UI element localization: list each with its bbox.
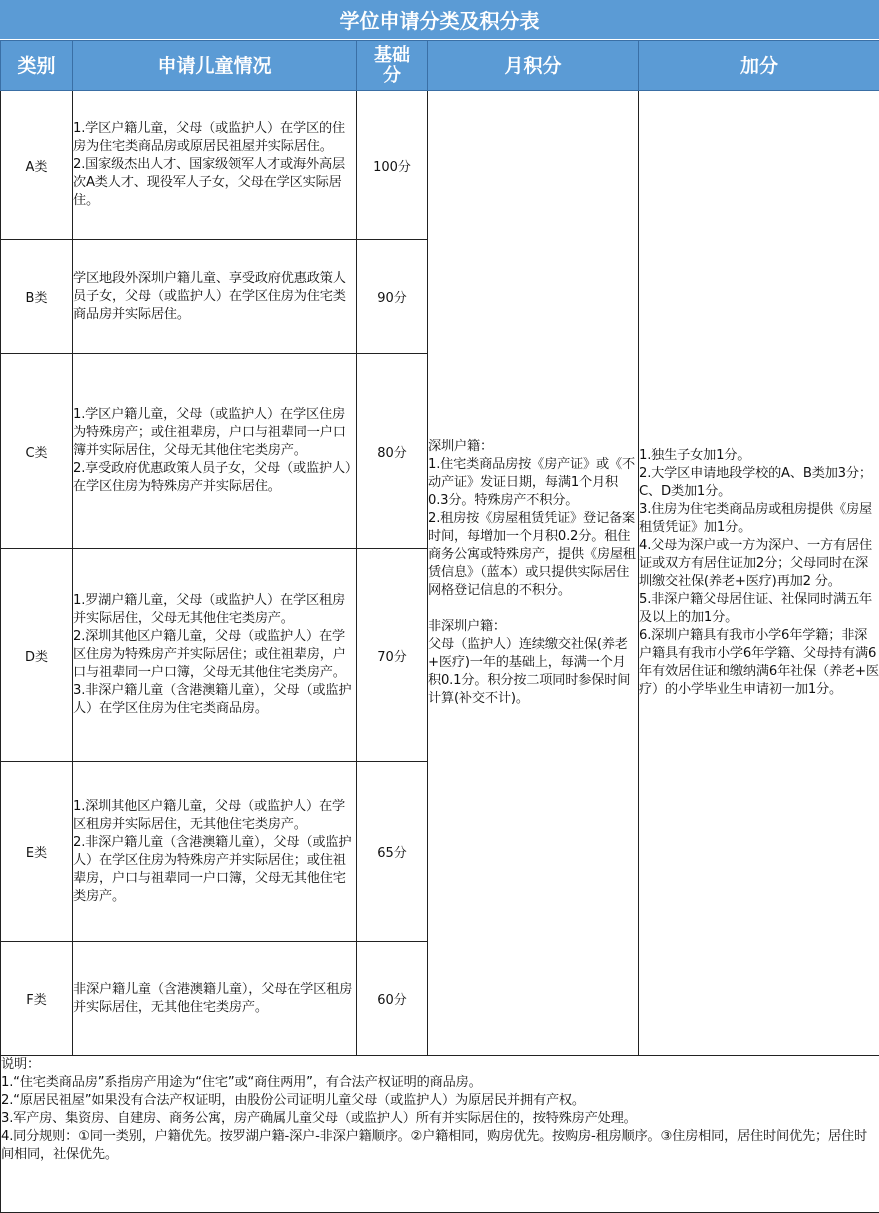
situation-cell: 1.深圳其他区户籍儿童，父母（或监护人）在学区租房并实际居住，无其他住宅类房产。 2.非深户籍儿童（含港澳籍儿童），父母（或监护人）在学区住房为特殊房产并实际居住；或住祖辈房，户口与祖辈同一户口簿，父母无其他住宅类房产。 <box>73 762 357 942</box>
header-bonus: 加分 <box>639 41 879 91</box>
notes-cell: 说明： 1.“住宅类商品房”系指房产用途为“住宅”或“商住两用”，有合法产权证明的商品房。 2.“原居民祖屋”如果没有合法产权证明，由股份公司证明儿童父母（或监护人）为原居民并拥有产权。 3.军产房、集资房、自建房、商务公寓，房产确属儿童父母（或监护人）所有并实际居住的，按特殊房产处理。 4.同分规则：①同一类别，户籍优先。按罗湖户籍-深户-非深户籍顺序。②户籍相同，购房优先。按购房-租房顺序。③住房相同，居住时间优先；居住时间相同，社保优先。 <box>1 1056 879 1213</box>
score-cell: 70分 <box>357 549 428 762</box>
header-base-score: 基础分 <box>357 41 428 91</box>
situation-cell: 1.学区户籍儿童，父母（或监护人）在学区的住房为住宅类商品房或原居民祖屋并实际居住。 2.国家级杰出人才、国家级领军人才或海外高层次A类人才、现役军人子女，父母在学区实际居住。 <box>73 91 357 240</box>
header-category: 类别 <box>1 41 73 91</box>
header-row <box>1 41 879 91</box>
bonus-score-cell: 1.独生子女加1分。 2.大学区申请地段学校的A、B类加3分；C、D类加1分。 3.住房为住宅类商品房或租房提供《房屋租赁凭证》加1分。 4.父母为深户或一方为深户、一方有居住证或双方有居住证加2分；父母同时在深圳缴交社保(养老+医疗)再加2 分。 5.非深户籍父母居住证、社保同时满五年及以上的加1分。 6.深圳户籍具有我市小学6年学籍；非深户籍具有我市小学6年学籍、父母持有满6年有效居住证和缴纳满6年社保（养老+医疗）的小学毕业生申请初一加1分。 <box>639 91 879 1056</box>
situation-cell: 学区地段外深圳户籍儿童、享受政府优惠政策人员子女，父母（或监护人）在学区住房为住宅类商品房并实际居住。 <box>73 240 357 354</box>
category-cell: B类 <box>1 240 73 354</box>
situation-cell: 1.罗湖户籍儿童，父母（或监护人）在学区租房并实际居住，父母无其他住宅类房产。 2.深圳其他区户籍儿童，父母（或监护人）在学区住房为特殊房产并实际居住；或住祖辈房，户口与祖辈同一户口簿，父母无其他住宅类房产。 3.非深户籍儿童（含港澳籍儿童），父母（或监护人）在学区住房为住宅类商品房。 <box>73 549 357 762</box>
score-cell: 90分 <box>357 240 428 354</box>
situation-cell: 非深户籍儿童（含港澳籍儿童），父母在学区租房并实际居住，无其他住宅类房产。 <box>73 942 357 1056</box>
table-row <box>1 91 879 240</box>
score-cell: 65分 <box>357 762 428 942</box>
table-title: 学位申请分类及积分表 <box>0 0 879 40</box>
category-cell: F类 <box>1 942 73 1056</box>
score-table <box>0 40 879 1213</box>
category-cell: D类 <box>1 549 73 762</box>
situation-cell: 1.学区户籍儿童，父母（或监护人）在学区住房为特殊房产；或住祖辈房，户口与祖辈同一户口簿并实际居住，父母无其他住宅类房产。 2.享受政府优惠政策人员子女，父母（或监护人）在学区住房为特殊房产并实际居住。 <box>73 354 357 549</box>
category-cell: C类 <box>1 354 73 549</box>
score-cell: 60分 <box>357 942 428 1056</box>
monthly-score-cell: 深圳户籍： 1.住宅类商品房按《房产证》或《不动产证》发证日期，每满1个月积0.3分。特殊房产不积分。 2.租房按《房屋租赁凭证》登记备案时间，每增加一个月积0.2分。租住商务公寓或特殊房产，提供《房屋租赁信息》（蓝本）或只提供实际居住网格登记信息的不积分。 非深圳户籍： 父母（监护人）连续缴交社保(养老+医疗)一年的基础上，每满一个月积0.1分。积分按二项同时参保时间计算(补交不计)。 <box>428 91 639 1056</box>
score-cell: 100分 <box>357 91 428 240</box>
score-cell: 80分 <box>357 354 428 549</box>
header-monthly: 月积分 <box>428 41 639 91</box>
category-cell: A类 <box>1 91 73 240</box>
notes-row <box>1 1056 879 1213</box>
category-cell: E类 <box>1 762 73 942</box>
header-situation: 申请儿童情况 <box>73 41 357 91</box>
